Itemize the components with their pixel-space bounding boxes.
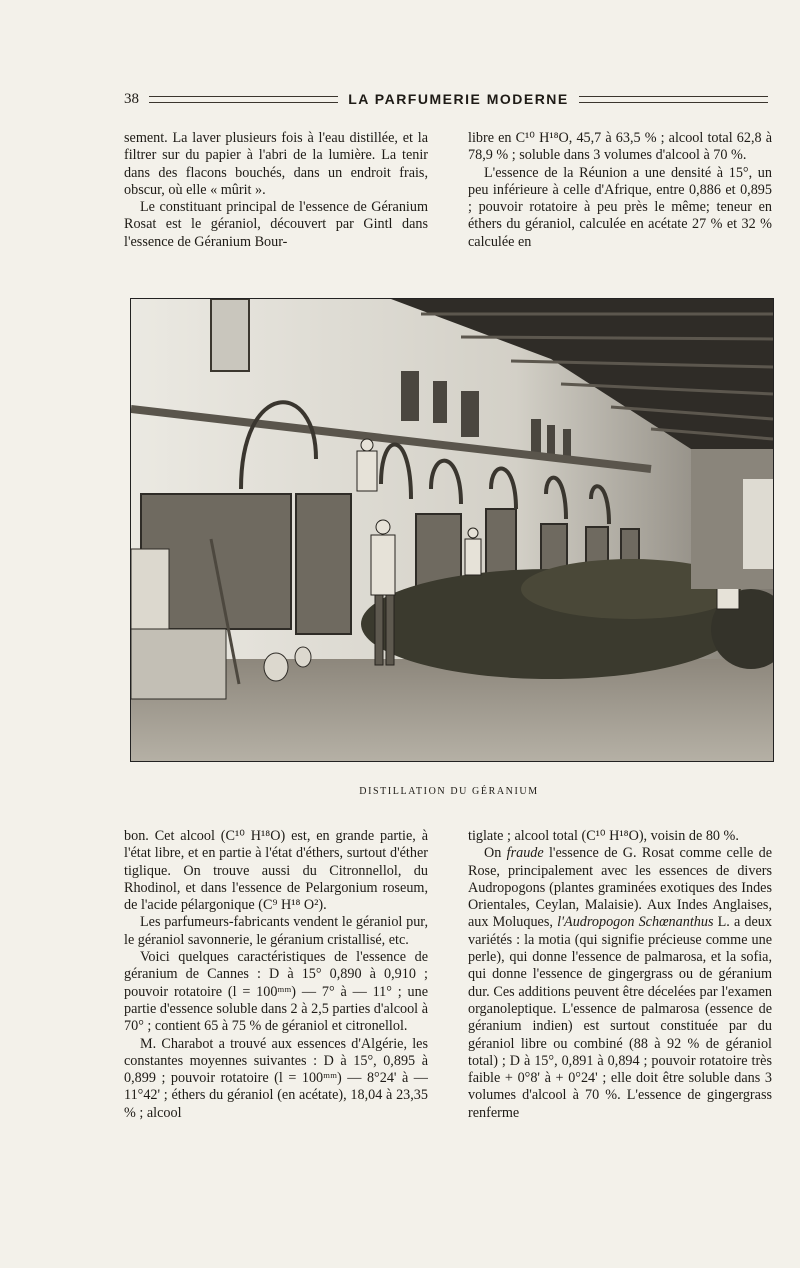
paragraph: libre en C¹⁰ H¹⁸O, 45,7 à 63,5 % ; alcool total 62,8 à 78,9 % ; soluble dans 3 volumes d'alcool à 70 %. [468,130,772,164]
paragraph: tiglate ; alcool total (C¹⁰ H¹⁸O), voisin de 80 %. [468,828,739,844]
paragraph: L'essence de la Réunion a une densité à 15°, un peu inférieure à celle d'Afrique, entre 0,886 et 0,895 ; pouvoir rotatoire à peu près le même; teneur en éthers du géraniol, calculée en acétate 27 % et 32 % calculée en [468,164,772,250]
text-column-top-right [468,130,772,278]
header-rule-left [149,96,338,103]
text-run: L. a deux variétés : la motia (qui signifie précieuse comme une perle), qui donne l'essence de palmarosa, et la sofia, qui donne l'essence de gingergrass ou de géranium dur. Ces additions peuvent être décelées par l'examen organoleptique. L'essence de palmarosa (essence de géranium indien) est surtout constituée par du géraniol libre ou combiné (88 à 92 % de géraniol total) ; D à 15°, 0,891 à 0,894 ; pouvoir rotatoire très faible + 0°8' à + 0°24' ; elle doit être soluble dans 3 volumes d'alcool à 70 %. L'essence de gingergrass renferme [468,914,772,1121]
italic-species-name: l'Audropogon Schœnanthus [557,914,714,931]
italic-term: fraude [506,845,544,862]
text-column-top-left [124,130,428,278]
page-header [124,88,768,110]
header-rule-right [579,96,768,103]
paragraph: sement. La laver plusieurs fois à l'eau distillée, et la filtrer sur du papier à l'abri de la lumière. La tenir dans des flacons bouchés, dans un endroit frais, obscur, où elle « mûrit ». [124,130,428,198]
distillery-photograph [130,298,774,762]
running-title: LA PARFUMERIE MODERNE [348,91,569,107]
paragraph [468,845,772,1122]
paragraph: M. Charabot a trouvé aux essences d'Algérie, les constantes moyennes suivantes : D à 15°, 0,895 à 0,899 ; pouvoir rotatoire (l = 100ᵐᵐ) — 8°24' à — 11°42' ; éthers du géraniol (en acétate), 18,04 à 23,35 % ; alcool [124,1035,428,1121]
page-number: 38 [124,90,139,107]
text-column-bottom-left [124,828,428,1178]
paragraph: Le constituant principal de l'essence de Géranium Rosat est le géraniol, découvert par Gintl dans l'essence de Géranium Bour- [124,199,428,250]
text-column-bottom-right [468,828,772,1178]
text-run: l'essence de G. Rosat comme celle de Rose, principalement avec les essences de divers Audropogons (plantes graminées exotiques des Indes Orientales, Ceylan, Malaisie). Aux Indes Anglaises, aux Moluques, [468,845,772,931]
distillery-photo-illustration [131,299,773,761]
paragraph: Voici quelques caractéristiques de l'essence de géranium de Cannes : D à 15° 0,890 à 0,910 ; pouvoir rotatoire (l = 100ᵐᵐ) — 7° à — 11° ; une partie d'essence soluble dans 2 à 2,5 parties d'alcool à 70° ; contient 65 à 75 % de géraniol et citronellol. [124,949,428,1035]
paragraph: Les parfumeurs-fabricants vendent le géraniol pur, le géraniol savonnerie, le géranium cristallisé, etc. [124,914,428,948]
paragraph: bon. Cet alcool (C¹⁰ H¹⁸O) est, en grande partie, à l'état libre, et en partie à l'état d'éthers, surtout d'éther tiglique. On trouve aussi du Citronnellol, du Rhodinol, et dans l'essence de Pelargonium roseum, de l'acide pélargonique (C⁹ H¹⁸ O²). [124,828,428,914]
text-run: On [484,845,507,862]
figure-caption: DISTILLATION DU GÉRANIUM [359,786,539,797]
